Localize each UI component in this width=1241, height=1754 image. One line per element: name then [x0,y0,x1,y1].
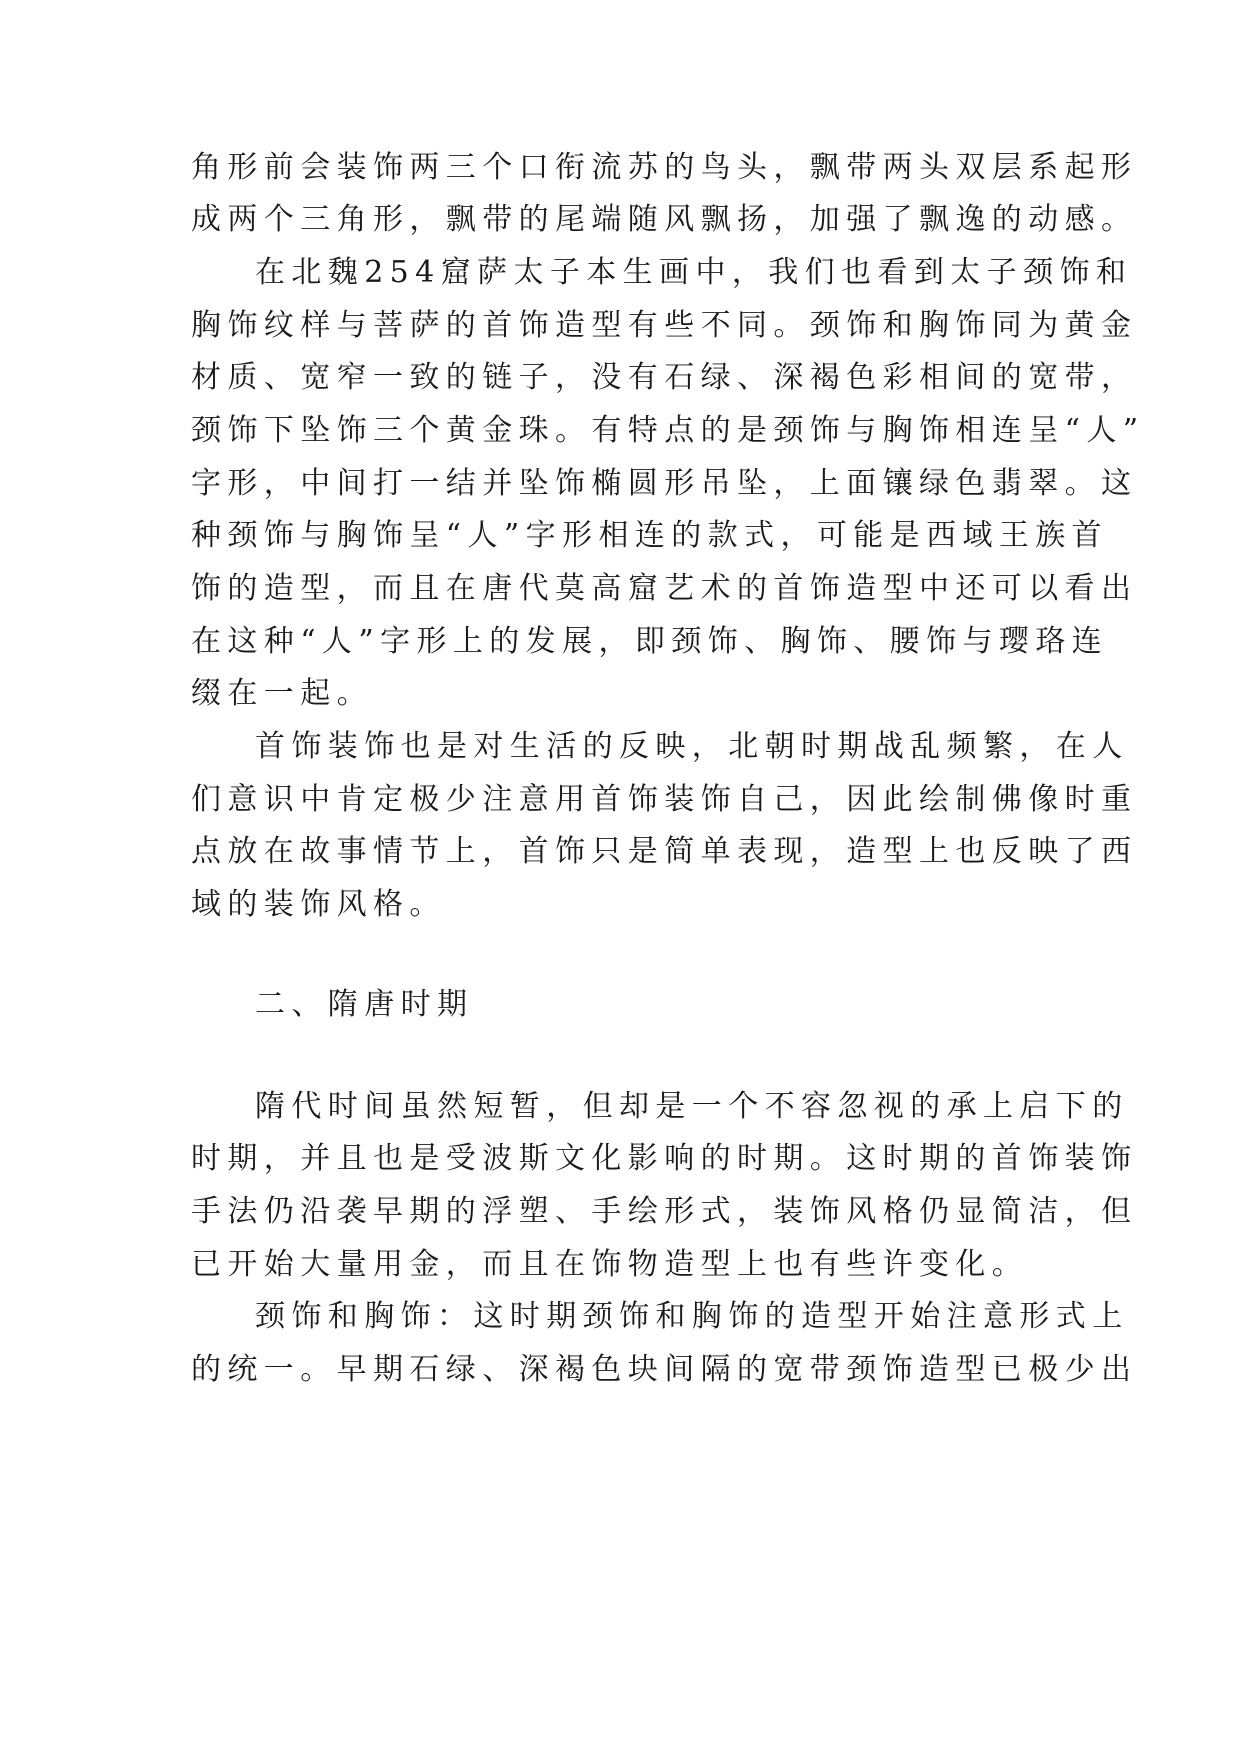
paragraph-line: 饰的造型，而且在唐代莫高窟艺术的首饰造型中还可以看出 [191,571,1138,606]
paragraph-line: 材质、宽窄一致的链子，没有石绿、深褐色彩相间的宽带， [191,360,1138,395]
paragraph-line: 手法仍沿袭早期的浮塑、手绘形式，装饰风格仍显简洁，但 [191,1194,1138,1229]
section-heading: 二、隋唐时期 [255,987,474,1022]
paragraph-line: 已开始大量用金，而且在饰物造型上也有些许变化。 [191,1247,1029,1282]
paragraph-line: 在这种“人”字形上的发展，即颈饰、胸饰、腰饰与璎珞连 [191,624,1109,659]
paragraph-line: 点放在故事情节上，首饰只是简单表现，造型上也反映了西 [191,834,1138,869]
paragraph-line: 种颈饰与胸饰呈“人”字形相连的款式，可能是西域王族首 [191,518,1109,553]
paragraph-line: 颈饰下坠饰三个黄金珠。有特点的是颈饰与胸饰相连呈“人” [191,413,1145,448]
paragraph-line: 域的装饰风格。 [191,887,446,922]
paragraph-line: 字形，中间打一结并坠饰椭圆形吊坠，上面镶绿色翡翠。这 [191,466,1138,501]
paragraph-line: 缀在一起。 [191,676,373,711]
paragraph-line: 时期，并且也是受波斯文化影响的时期。这时期的首饰装饰 [191,1141,1138,1176]
paragraph-line: 角形前会装饰两三个口衔流苏的鸟头，飘带两头双层系起形 [191,150,1138,185]
paragraph-line: 成两个三角形，飘带的尾端随风飘扬，加强了飘逸的动感。 [191,202,1138,237]
paragraph-line: 颈饰和胸饰：这时期颈饰和胸饰的造型开始注意形式上 [255,1299,1129,1334]
paragraph-line: 的统一。早期石绿、深褐色块间隔的宽带颈饰造型已极少出 [191,1352,1138,1387]
paragraph-line: 们意识中肯定极少注意用首饰装饰自己，因此绘制佛像时重 [191,782,1138,817]
paragraph-line: 在北魏254窟萨太子本生画中，我们也看到太子颈饰和 [255,255,1133,290]
paragraph-line: 首饰装饰也是对生活的反映，北朝时期战乱频繁，在人 [255,729,1129,764]
paragraph-line: 胸饰纹样与菩萨的首饰造型有些不同。颈饰和胸饰同为黄金 [191,308,1138,343]
paragraph-line: 隋代时间虽然短暂，但却是一个不容忽视的承上启下的 [255,1089,1129,1124]
